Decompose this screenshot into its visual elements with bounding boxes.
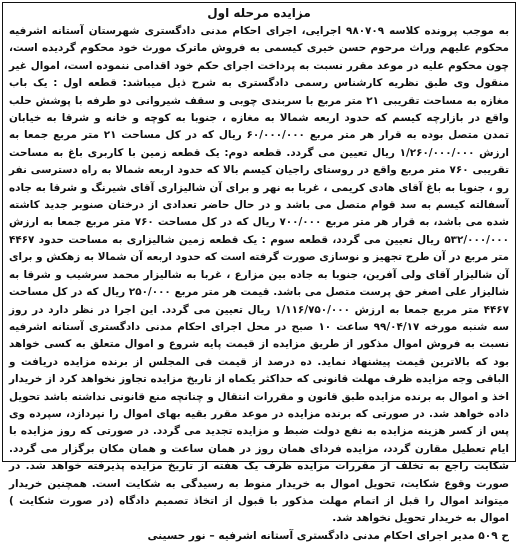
auction-notice bbox=[2, 2, 516, 542]
notice-body: به موجب پرونده کلاسه ۹۸۰۷۰۹ اجرایی، اجرای احکام مدنی دادگستری شهرستان آستانه اشرفیه محکوم علیهم وراث مرحوم حسن خیری کیسمی به فروش ماترک مورث خود محکوم گردیده است، چون محکوم علیه در موعد مقرر نسبت به پرداخت اجرای حکم خود اقدامی ننموده است، اموال غیر منقول وی طبق نظریه کارشناس رسمی دادگستری به شرح ذیل میباشد: قطعه اول : یک باب مغازه به مساحت تقریبی ۲۱ متر مربع با سربندی چوبی و سقف شیروانی دو طرفه با پوشش حلب واقع در بازارچه کیسم که حدود اربعه شمالا به مغازه ، جنوبا به کوچه و خانه و شرقا به خیابان تمدن متصل بوده به قرار هر متر مربع ۶۰/۰۰۰/۰۰۰ ریال که در کل مساحت ۲۱ متر مربع جمعا به ارزش ۱/۲۶۰/۰۰۰/۰۰۰ ریال تعیین می گردد. قطعه دوم: یک قطعه زمین با کاربری باغ به مساحت تقریبی ۷۶۰ متر مربع واقع در روستای راجیان کیسم بالا که حدود اربعه شمالا به راه دسترسی نفر رو ، جنوبا به باغ آقای هادی کریمی ، غربا به نهر و برای آن شالیزاری آقای شیرنگ و شرقا به جاده آسفالته کیسم به سد قوام متصل می باشد و در حال حاضر تعدادی از درختان صنوبر جدید کاشته شده می باشد، به قرار هر متر مربع ۷۰۰/۰۰۰ ریال که در کل مساحت ۷۶۰ متر مربع جمعا به ارزش ۵۳۲/۰۰۰/۰۰۰ ریال تعیین می گردد، قطعه سوم : یک قطعه زمین شالیزاری به مساحت حدود ۴۴۶۷ متر مربع در آن طرح تجهیز و نوسازی صورت گرفته است که حدود اربعه آن شمالا به زهکش و برای آن شالیزار آقای ولی آفرین، جنوبا به جاده بین مزارع ، غربا به شالیزار محمد سرشیب و شرقا به شالیزار علی اصغر حق پرست متصل می باشد. قیمت هر متر مربع ۲۵۰/۰۰۰ ریال که در کل مساحت ۴۴۶۷ متر مربع جمعا به ارزش ۱/۱۱۶/۷۵۰/۰۰۰ ریال تعیین می گردد. این اجرا در نظر دارد در روز سه شنبه مورخه ۹۹/۰۴/۱۷ ساعت ۱۰ صبح در محل اجرای احکام مدنی دادگستری آستانه اشرفیه نسبت به فروش اموال مذکور از طریق مزایده از قیمت پایه شروع و اموال متعلق به کسی خواهد بود که بالاترین قیمت پیشنهاد نماید. ده درصد از قیمت فی المجلس از برنده مزایده دریافت و الباقی وجه مزایده ظرف مهلت قانونی که حداکثر یکماه از تاریخ مزایده تجاوز نخواهد کرد از خریدار اخذ و اموال به برنده مزایده طبق قانون و مقررات انتقال و چنانچه منع قانونی نداشته باشد تحویل داده خواهد شد. در صورتی که برنده مزایده در موعد مقرر بقیه بهای اموال را نپردازد، سپرده وی پس از کسر هزینه مزایده به نفع دولت ضبط و مزایده تجدید می گردد. در صورتی که روز مزایده با ایام تعطیل مقارن گردد، مزایده فردای همان روز در همان ساعت و همان مکان برگزار می گردد. شکایت راجع به تخلف از مقررات مزایده ظرف یک هفته از تاریخ مزایده پذیرفته خواهد شد. در صورت وقوع شکایت، تحویل اموال به خریدار منوط به رسیدگی به شکایت است. همچنین خریدار میتواند اموال را قبل از اتمام مهلت مذکور با قبول از اتخاذ تصمیم دادگاه (در صورت شکایت ) اموال به خریدار تحویل نخواهد شد. bbox=[9, 25, 510, 525]
notice-signature: ح ۵۰۹ مدیر اجرای احکام مدنی دادگستری آستانه اشرفیه – نور حسینی bbox=[147, 529, 509, 542]
notice-title: مزایده مرحله اول bbox=[207, 6, 311, 20]
